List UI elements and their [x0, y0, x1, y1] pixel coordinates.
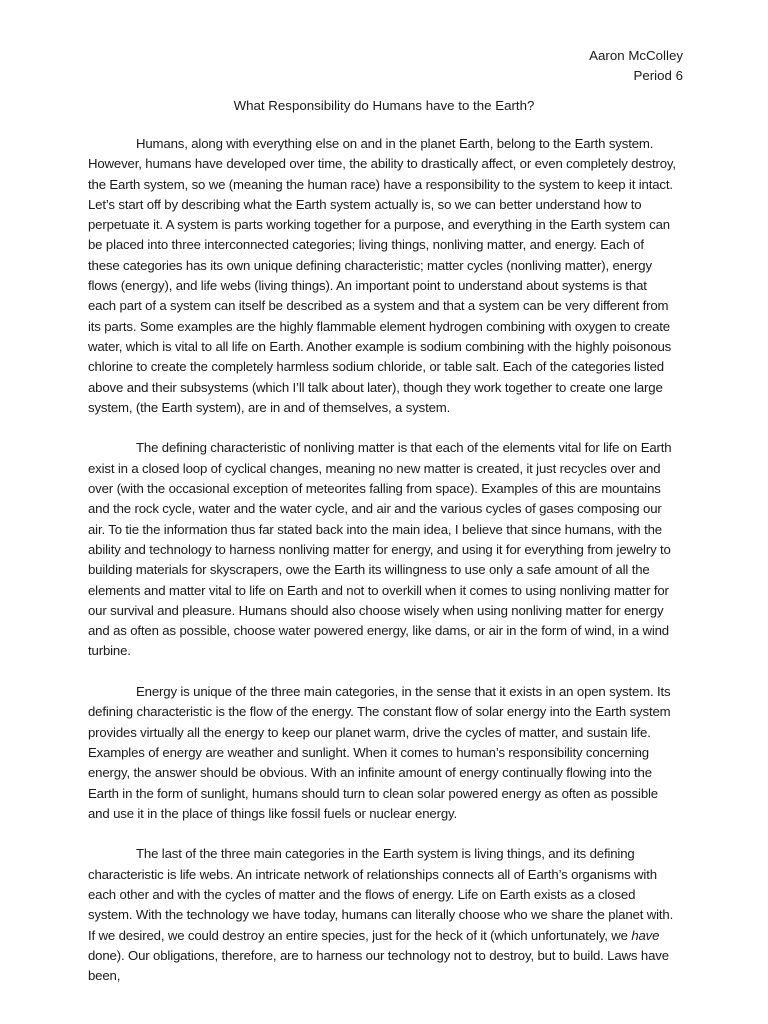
- essay-body: [88, 134, 678, 1007]
- paragraph-intro: Humans, along with everything else on and in the planet Earth, belong to the Earth system. However, humans have developed over time, the ability to drastically affect, or even completely destroy, the Earth system, so we (meaning the human race) have a responsibility to the system to keep it intact. Let’s start off by describing what the Earth system actually is, so we can better understand how to perpetuate it. A system is parts working together for a purpose, and everything in the Earth system can be placed into three interconnected categories; living things, nonliving matter, and energy. Each of these categories has its own unique defining characteristic; matter cycles (nonliving matter), energy flows (energy), and life webs (living things). An important point to understand about systems is that each part of a system can itself be described as a system and that a system can be very different from its parts. Some examples are the highly flammable element hydrogen combining with oxygen to create water, which is vital to all life on Earth. Another example is sodium combining with the highly poisonous chlorine to create the completely harmless sodium chloride, or table salt. Each of the categories listed above and their subsystems (which I’ll talk about later), though they work together to create one large system, (the Earth system), are in and of themselves, a system.: [88, 136, 676, 415]
- paragraph-nonliving-matter: The defining characteristic of nonliving matter is that each of the elements vital for life on Earth exist in a closed loop of cyclical changes, meaning no new matter is created, it just recycles over and over (with the occasional exception of meteorites falling from space). Examples of this are mountains and the rock cycle, water and the water cycle, and air and the various cycles of gases composing our air. To tie the information thus far stated back into the main idea, I believe that since humans, with the ability and technology to harness nonliving matter for energy, and using it for everything from jewelry to building materials for skyscrapers, owe the Earth its willingness to use only a safe amount of all the elements and matter vital to life on Earth and not to overkill when it comes to using nonliving matter for our survival and pleasure. Humans should also choose wisely when using nonliving matter for energy and as often as possible, choose water powered energy, like dams, or air in the form of wind, in a wind turbine.: [88, 440, 672, 659]
- paragraph-living-things: [88, 844, 678, 986]
- header-block: [589, 46, 683, 86]
- emphasized-word: have: [631, 927, 660, 943]
- class-period: Period 6: [633, 68, 683, 83]
- essay-title: What Responsibility do Humans have to the Earth?: [233, 98, 535, 113]
- living-things-text-start: The last of the three main categories in the Earth system is living things, and its defining characteristic is life webs. An intricate network of relationships connects all of Earth’s organisms with each other and with the cycles of matter and the flows of energy. Life on Earth exists as a closed system. With the technology we have today, humans can literally choose who we share the planet with. If we desired, we could destroy an entire species, just for the heck of it (which unfortunately, we: [88, 846, 674, 943]
- author-name: Aaron McColley: [589, 48, 683, 63]
- living-things-text-end: done). Our obligations, therefore, are to harness our technology not to destroy, but to build. Laws have been,: [88, 947, 669, 984]
- paragraph-energy: Energy is unique of the three main categories, in the sense that it exists in an open system. Its defining characteristic is the flow of the energy. The constant flow of solar energy into the Earth system provides virtually all the energy to keep our planet warm, drive the cycles of matter, and sustain life. Examples of energy are weather and sunlight. When it comes to human’s responsibility concerning energy, the answer should be obvious. With an infinite amount of energy continually flowing into the Earth in the form of sunlight, humans should turn to clean solar powered energy as often as possible and use it in the place of things like fossil fuels or nuclear energy.: [88, 684, 671, 821]
